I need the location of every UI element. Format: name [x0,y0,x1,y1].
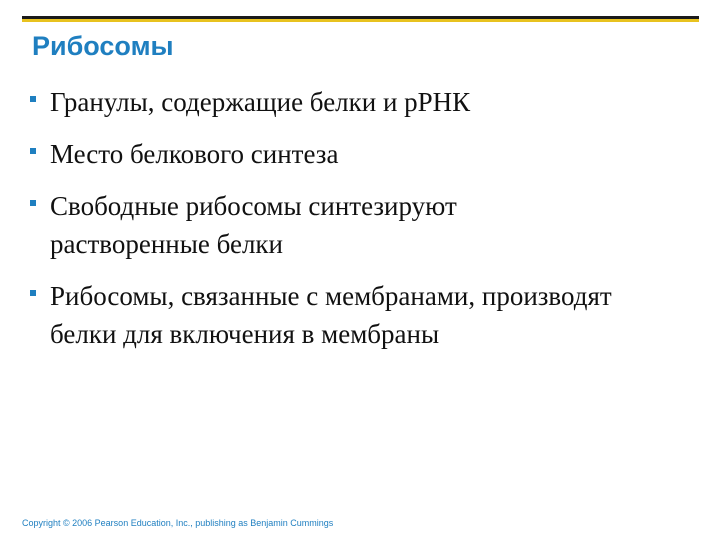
square-bullet-icon [30,200,36,206]
bullet-text: Свободные рибосомы синтезируют растворенные белки [50,191,457,259]
slide-title: Рибосомы [32,31,174,61]
bullet-text: Место белкового синтеза [50,139,339,169]
copyright-footer: Copyright © 2006 Pearson Education, Inc., publishing as Benjamin Cummings [22,518,334,528]
bullet-item [30,187,690,263]
square-bullet-icon [30,96,36,102]
header-rule-gold [22,19,699,22]
bullet-item [30,135,690,173]
header-rule [22,16,699,22]
bullet-text: Рибосомы, связанные с мембранами, производят белки для включения в мембраны [50,281,612,349]
bullet-text: Гранулы, содержащие белки и рРНК [50,87,471,117]
bullet-list [30,83,690,367]
square-bullet-icon [30,290,36,296]
bullet-item [30,83,690,121]
bullet-item [30,277,690,353]
square-bullet-icon [30,148,36,154]
